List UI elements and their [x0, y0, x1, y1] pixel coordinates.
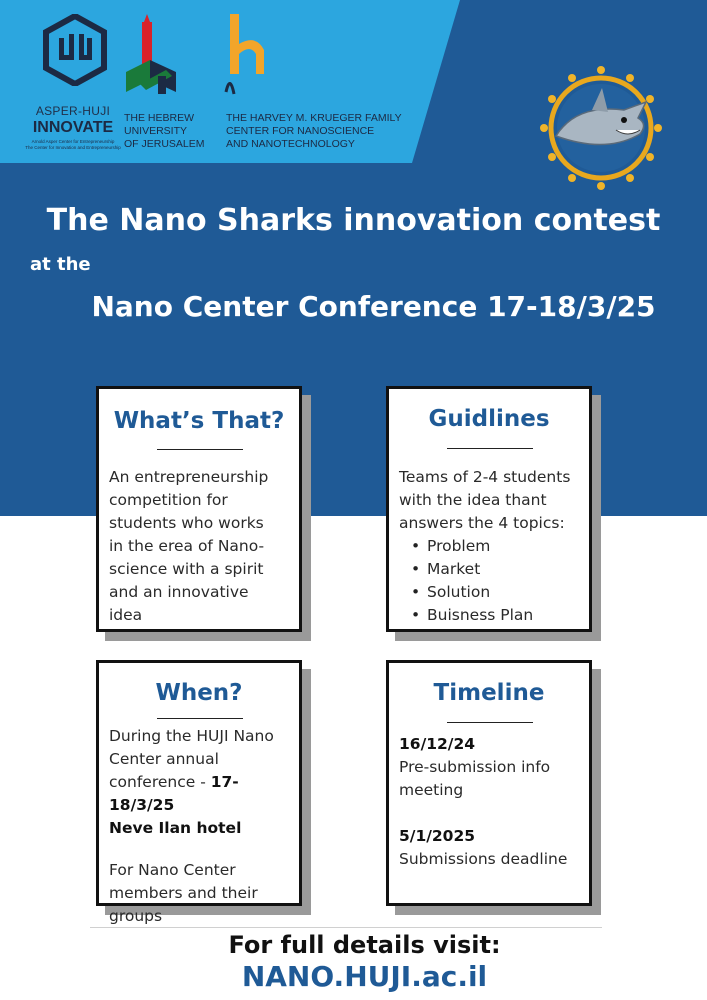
conference-dates: 17-18/3/25 [109, 773, 239, 814]
whats-that-line: competition for [109, 491, 228, 509]
guidelines-line: Teams of 2-4 students [399, 468, 571, 486]
spacer [109, 840, 293, 859]
when-line [109, 817, 293, 840]
when-line [109, 771, 293, 817]
when-line: members and their [109, 884, 258, 902]
when-line: During the HUJI Nano [109, 727, 274, 745]
asper-subtitle-line-2: The Center for Innovation and Entrepreneurship [25, 145, 121, 150]
asper-subtitle [18, 139, 128, 151]
whats-that-line: idea [109, 606, 143, 624]
footer-divider [90, 927, 602, 928]
guidelines-body [399, 466, 583, 627]
asper-subtitle-line-1: Arnold Asper Center for Entrepreneurship [31, 139, 115, 144]
timeline-body [399, 733, 583, 871]
topic-item: • Market [399, 558, 583, 581]
huji-line-2: UNIVERSITY [124, 125, 188, 137]
asper-huji-hexagon-icon [43, 14, 107, 86]
website-link[interactable]: NANO.HUJI.ac.il [241, 960, 488, 993]
timeline-date: 16/12/24 [399, 735, 476, 753]
spacer [399, 802, 583, 825]
guidelines-title: Guidlines [428, 406, 550, 432]
when-body [109, 725, 293, 928]
timeline-card [386, 660, 592, 906]
huji-line-1: THE HEBREW [124, 112, 195, 124]
whats-that-line: students who works [109, 514, 264, 532]
when-line: Center annual [109, 750, 219, 768]
guidelines-line: answers the 4 topics: [399, 514, 565, 532]
krueger-line-2: CENTER FOR NANOSCIENCE [226, 125, 375, 137]
when-line: For Nano Center [109, 861, 236, 879]
whats-that-line: An entrepreneurship [109, 468, 269, 486]
asper-name: ASPER-HUJI [35, 104, 111, 118]
krueger-line-3: AND NANOTECHNOLOGY [226, 138, 355, 150]
whats-that-card [96, 386, 302, 632]
when-title: When? [155, 680, 243, 706]
when-line: groups [109, 907, 163, 925]
nano-center-icon [224, 14, 274, 106]
at-the-label: at the [30, 254, 91, 275]
venue: Neve Ilan hotel [109, 819, 242, 837]
guidelines-card [386, 386, 592, 632]
timeline-event: Pre-submission info [399, 758, 551, 776]
footer-details-label: For full details visit: [228, 931, 501, 959]
nano-center-name [226, 112, 426, 151]
timeline-entry [399, 733, 583, 756]
whats-that-body [109, 466, 293, 627]
topics-list [399, 535, 583, 627]
divider [157, 449, 243, 450]
whats-that-line: and an innovative [109, 583, 249, 601]
timeline-title: Timeline [433, 680, 545, 706]
hebrew-university-icon [122, 14, 182, 106]
divider [447, 722, 533, 723]
conference-title: Nano Center Conference 17-18/3/25 [91, 290, 656, 323]
timeline-event: meeting [399, 781, 464, 799]
guidelines-line: with the idea thant [399, 491, 547, 509]
topic-item: • Solution [399, 581, 583, 604]
topic-item: • Buisness Plan [399, 604, 583, 627]
timeline-entry [399, 825, 583, 848]
whats-that-line: science with a spirit [109, 560, 264, 578]
shark-emblem-icon [536, 58, 666, 198]
topic-item: • Problem [399, 535, 583, 558]
timeline-event: Submissions deadline [399, 850, 568, 868]
asper-innovate: INNOVATE [32, 119, 114, 136]
divider [157, 718, 243, 719]
hebrew-university-name [124, 112, 224, 151]
contest-title: The Nano Sharks innovation contest [46, 203, 661, 238]
divider [447, 448, 533, 449]
timeline-date: 5/1/2025 [399, 827, 476, 845]
when-line-text: conference - [109, 773, 211, 791]
whats-that-title: What’s That? [113, 408, 285, 434]
when-card [96, 660, 302, 925]
krueger-line-1: THE HARVEY M. KRUEGER FAMILY [226, 112, 402, 124]
whats-that-line: in the erea of Nano- [109, 537, 265, 555]
huji-line-3: OF JERUSALEM [124, 138, 205, 150]
